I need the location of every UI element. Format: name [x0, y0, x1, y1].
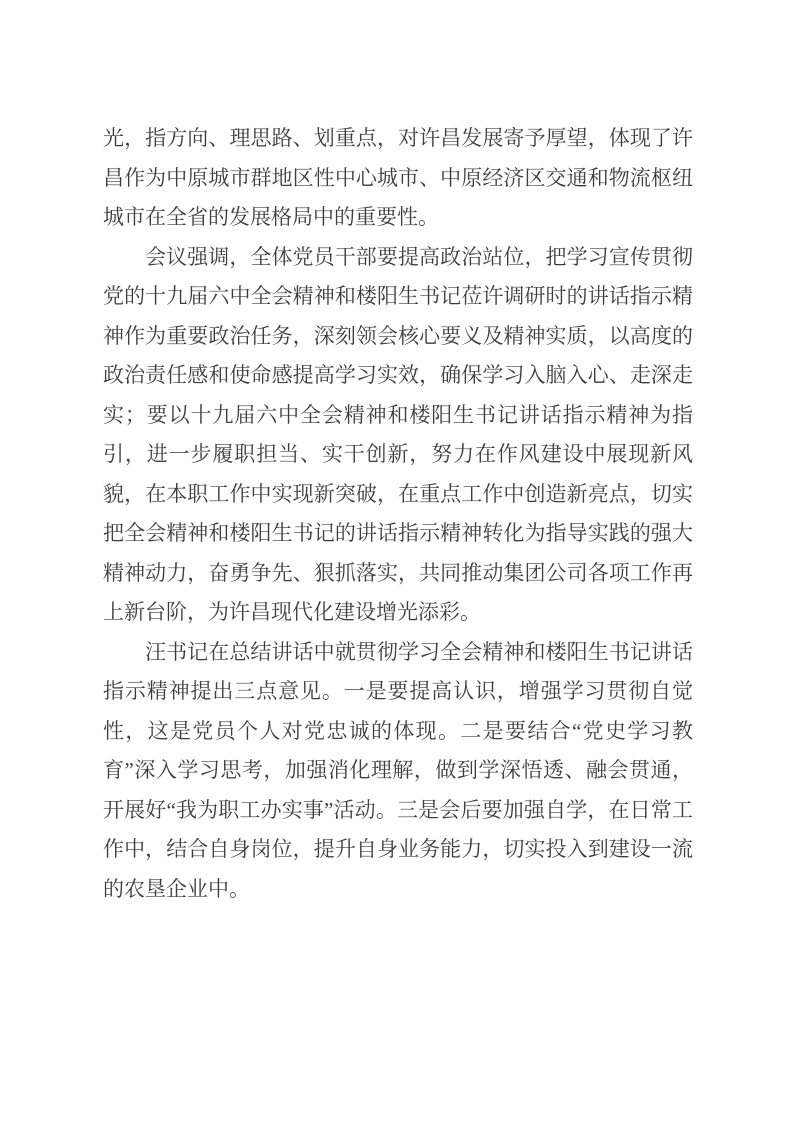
paragraph-meeting-emphasis: 会议强调，全体党员干部要提高政治站位，把学习宣传贯彻党的十九届六中全会精神和楼阳生书记莅许调研时的讲话指示精神作为重要政治任务，深刻领会核心要义及精神实质，以高度的政治责任感和使命感提高学习实效，确保学习入脑入心、走深走实；要以十九届六中全会精神和楼阳生书记讲话指示精神为指引，进一步履职担当、实干创新，努力在作风建设中展现新风貌，在本职工作中实现新突破，在重点工作中创造新亮点，切实把全会精神和楼阳生书记的讲话指示精神转化为指导实践的强大精神动力，奋勇争先、狠抓落实，共同推动集团公司各项工作再上新台阶，为许昌现代化建设增光添彩。 [103, 244, 693, 624]
document-text-block [103, 119, 693, 909]
paragraph-continuation-xuchang-importance: 光，指方向、理思路、划重点，对许昌发展寄予厚望，体现了许昌作为中原城市群地区性中心城市、中原经济区交通和物流枢纽城市在全省的发展格局中的重要性。 [103, 126, 693, 229]
paragraph-secretary-wang-three-points: 汪书记在总结讲话中就贯彻学习全会精神和楼阳生书记讲话指示精神提出三点意见。一是要提高认识，增强学习贯彻自觉性，这是党员个人对党忠诚的体现。二是要结合“党史学习教育”深入学习思考，加强消化理解，做到学深悟透、融会贯通，开展好“我为职工办实事”活动。三是会后要加强自学，在日常工作中，结合自身岗位，提升自身业务能力，切实投入到建设一流的农垦企业中。 [103, 639, 693, 901]
